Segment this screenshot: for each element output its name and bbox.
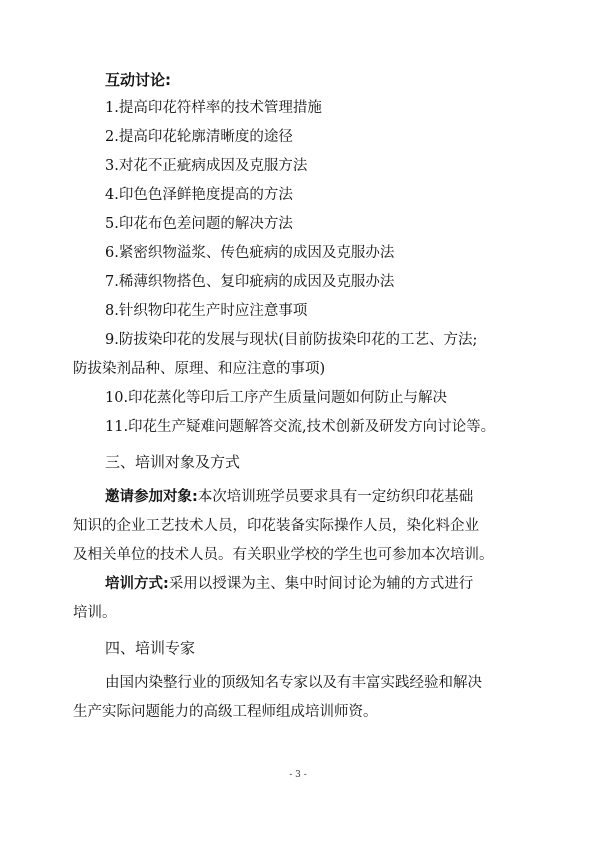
discussion-item: 9.防拔染印花的发展与现状(目前防拔染印花的工艺、方法; xyxy=(105,332,478,348)
discussion-item-continuation: 防拔染剂品种、原理、和应注意的事项) xyxy=(73,361,326,377)
discussion-item: 6.紧密织物溢浆、传色疵病的成因及克服办法 xyxy=(105,245,395,261)
target-text: 本次培训班学员要求具有一定纺织印花基础 xyxy=(197,489,474,505)
section-title-experts: 四、培训专家 xyxy=(105,639,196,657)
discussion-item: 3.对花不正疵病成因及克服方法 xyxy=(105,158,308,174)
experts-paragraph-line: 由国内染整行业的顶级知名专家以及有丰富实践经验和解决 xyxy=(105,675,482,691)
discussion-item: 1.提高印花符样率的技术管理措施 xyxy=(105,100,322,116)
target-paragraph-line: 及相关单位的技术人员。有关职业学校的学生也可参加本次培训。 xyxy=(73,547,494,563)
discussion-item: 11.印花生产疑难问题解答交流,技术创新及研发方向讨论等。 xyxy=(105,419,496,435)
discussion-item: 7.稀薄织物搭色、复印疵病的成因及克服办法 xyxy=(105,274,395,290)
experts-paragraph-line: 生产实际问题能力的高级工程师组成培训师资。 xyxy=(73,704,378,720)
target-paragraph-line: 知识的企业工艺技术人员，印花装备实际操作人员，染化料企业 xyxy=(73,518,479,534)
discussion-item: 2.提高印花轮廓清晰度的途径 xyxy=(105,129,293,145)
discussion-item: 4.印色色泽鲜艳度提高的方法 xyxy=(105,187,293,203)
page-number: - 3 - xyxy=(289,770,307,780)
method-paragraph-line xyxy=(105,574,596,594)
method-text: 采用以授课为主、集中时间讨论为辅的方式进行 xyxy=(168,576,474,592)
method-label: 培训方式: xyxy=(105,576,169,592)
target-label: 邀请参加对象: xyxy=(105,489,198,505)
discussion-item: 10.印花蒸化等印后工序产生质量问题如何防止与解决 xyxy=(105,390,448,406)
method-paragraph-line: 培训。 xyxy=(73,605,117,621)
target-paragraph-line xyxy=(105,487,596,507)
discussion-heading: 互动讨论: xyxy=(105,71,171,89)
discussion-item: 8.针织物印花生产时应注意事项 xyxy=(105,303,308,319)
section-title-training-target: 三、培训对象及方式 xyxy=(105,453,241,471)
discussion-item: 5.印花布色差问题的解决方法 xyxy=(105,216,293,232)
